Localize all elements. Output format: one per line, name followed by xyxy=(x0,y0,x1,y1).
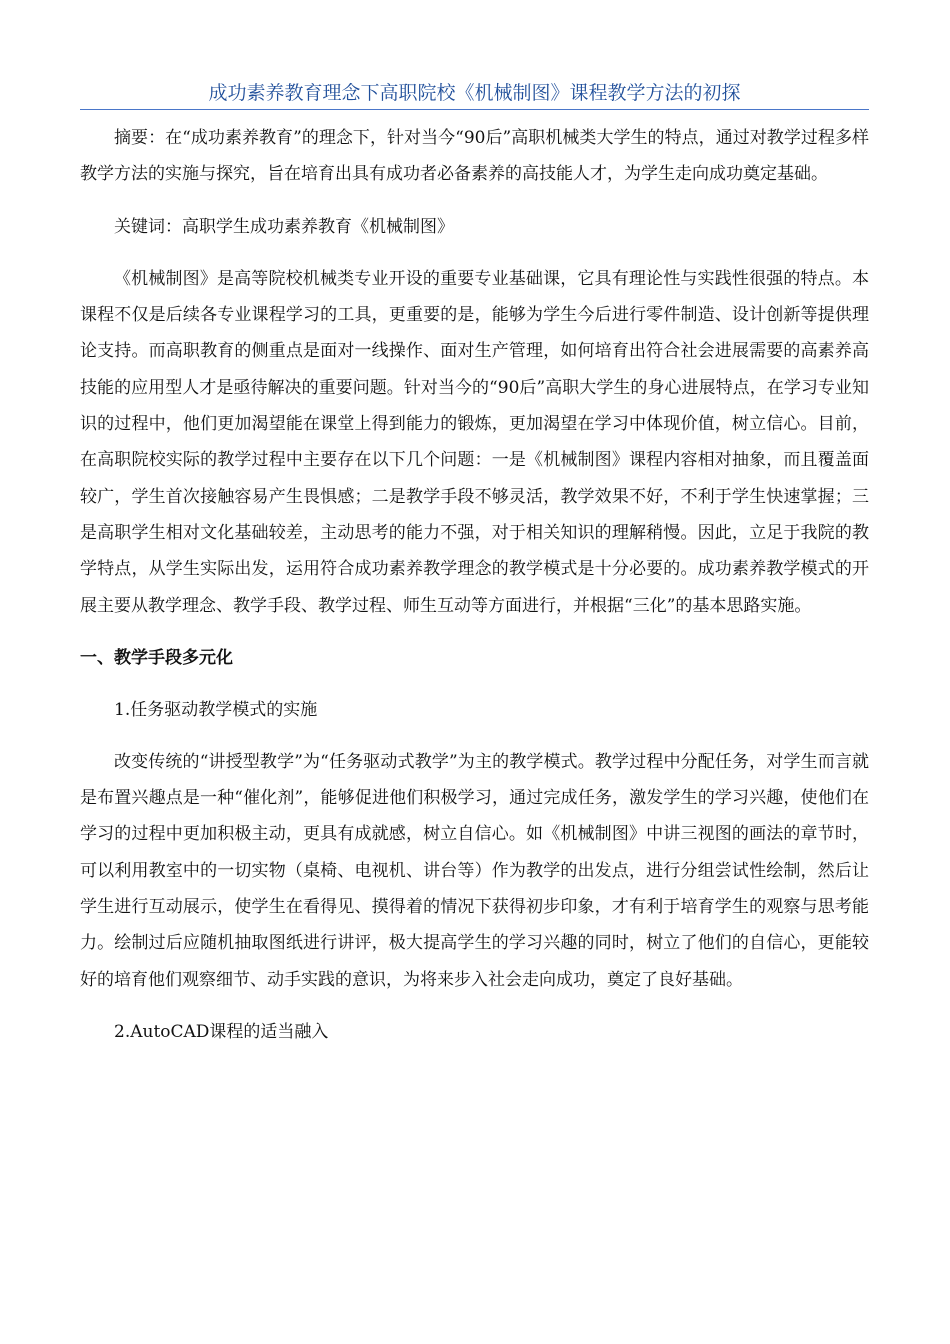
section-heading-1: 一、教学手段多元化 xyxy=(80,647,233,668)
document-title: 成功素养教育理念下高职院校《机械制图》课程教学方法的初探 xyxy=(80,78,869,110)
document-page xyxy=(80,78,869,1050)
keywords-line: 关键词：高职学生成功素养教育《机械制图》 xyxy=(114,216,454,237)
intro-paragraph: 《机械制图》是高等院校机械类专业开设的重要专业基础课，它具有理论性与实践性很强的特点。本课程不仅是后续各专业课程学习的工具，更重要的是，能够为学生今后进行零件制造、设计创新等提供理论支持。而高职教育的侧重点是面对一线操作、面对生产管理，如何培育出符合社会进展需要的高素养高技能的应用型人才是亟待解决的重要问题。针对当今的“90后”高职大学生的身心进展特点，在学习专业知识的过程中，他们更加渴望能在课堂上得到能力的锻炼，更加渴望在学习中体现价值，树立信心。目前，在高职院校实际的教学过程中主要存在以下几个问题：一是《机械制图》课程内容相对抽象，而且覆盖面较广，学生首次接触容易产生畏惧感；二是教学手段不够灵活，教学效果不好，不利于学生快速掌握；三是高职学生相对文化基础较差，主动思考的能力不强，对于相关知识的理解稍慢。因此，立足于我院的教学特点，从学生实际出发，运用符合成功素养教学理念的教学模式是十分必要的。成功素养教学模式的开展主要从教学理念、教学手段、教学过程、师生互动等方面进行，并根据“三化”的基本思路实施。 xyxy=(80,268,869,616)
subsection-heading-2: 2.AutoCAD课程的适当融入 xyxy=(114,1021,329,1042)
subsection-heading-1: 1.任务驱动教学模式的实施 xyxy=(114,699,318,720)
subsection-body-1: 改变传统的“讲授型教学”为“任务驱动式教学”为主的教学模式。教学过程中分配任务，对学生而言就是布置兴趣点是一种“催化剂”，能够促进他们积极学习，通过完成任务，激发学生的学习兴趣，使他们在学习的过程中更加积极主动，更具有成就感，树立自信心。如《机械制图》中讲三视图的画法的章节时，可以利用教室中的一切实物（桌椅、电视机、讲台等）作为教学的出发点，进行分组尝试性绘制，然后让学生进行互动展示，使学生在看得见、摸得着的情况下获得初步印象，才有利于培育学生的观察与思考能力。绘制过后应随机抽取图纸进行讲评，极大提高学生的学习兴趣的同时，树立了他们的自信心，更能较好的培育他们观察细节、动手实践的意识，为将来步入社会走向成功，奠定了良好基础。 xyxy=(80,751,869,990)
abstract-paragraph: 摘要：在“成功素养教育”的理念下，针对当今“90后”高职机械类大学生的特点，通过对教学过程多样教学方法的实施与探究，旨在培育出具有成功者必备素养的高技能人才，为学生走向成功奠定基础。 xyxy=(80,128,869,185)
